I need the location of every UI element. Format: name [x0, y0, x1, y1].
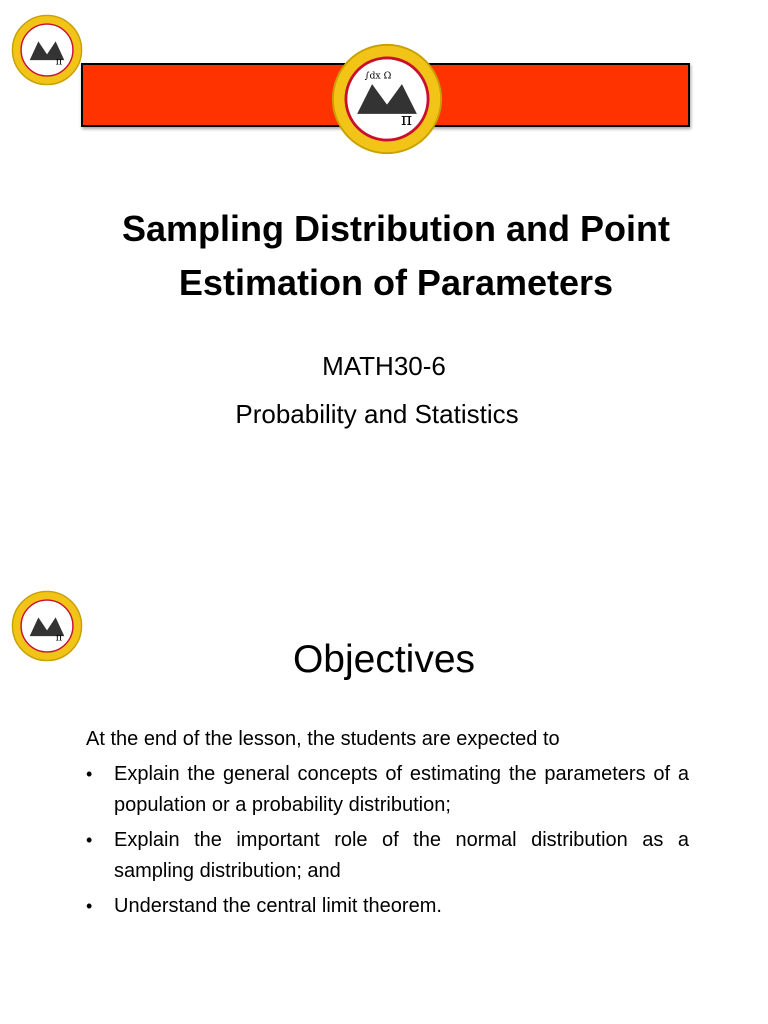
objective-text: • Understand the central limit theorem.: [114, 895, 442, 917]
department-of-mathematics-seal-icon: [331, 40, 443, 158]
svg-text:π: π: [55, 632, 63, 644]
department-seal-icon: [11, 14, 83, 86]
objective-text: • Explain the general concepts of estimating the parameters of a population or a probability distribution;: [114, 763, 689, 816]
list-item: [86, 891, 689, 922]
slide-title-line-2: Estimation of Parameters: [178, 262, 614, 303]
course-code: MATH30-6: [322, 351, 446, 381]
list-item: [86, 759, 689, 821]
objectives-title: Objectives: [292, 638, 476, 681]
slide-title-line-1: Sampling Distribution and Point: [122, 208, 670, 249]
course-name: Probability and Statistics: [235, 399, 519, 429]
objectives-list: [86, 759, 689, 926]
objective-text: • Explain the important role of the normal distribution as a sampling distribution; and: [114, 829, 689, 882]
list-item: [86, 825, 689, 887]
svg-text:∫dx Ω: ∫dx Ω: [364, 70, 392, 82]
svg-text:π: π: [401, 109, 413, 130]
svg-text:π: π: [55, 56, 63, 68]
slide-title: [40, 202, 752, 310]
objectives-intro: At the end of the lesson, the students are expected to: [86, 728, 560, 750]
